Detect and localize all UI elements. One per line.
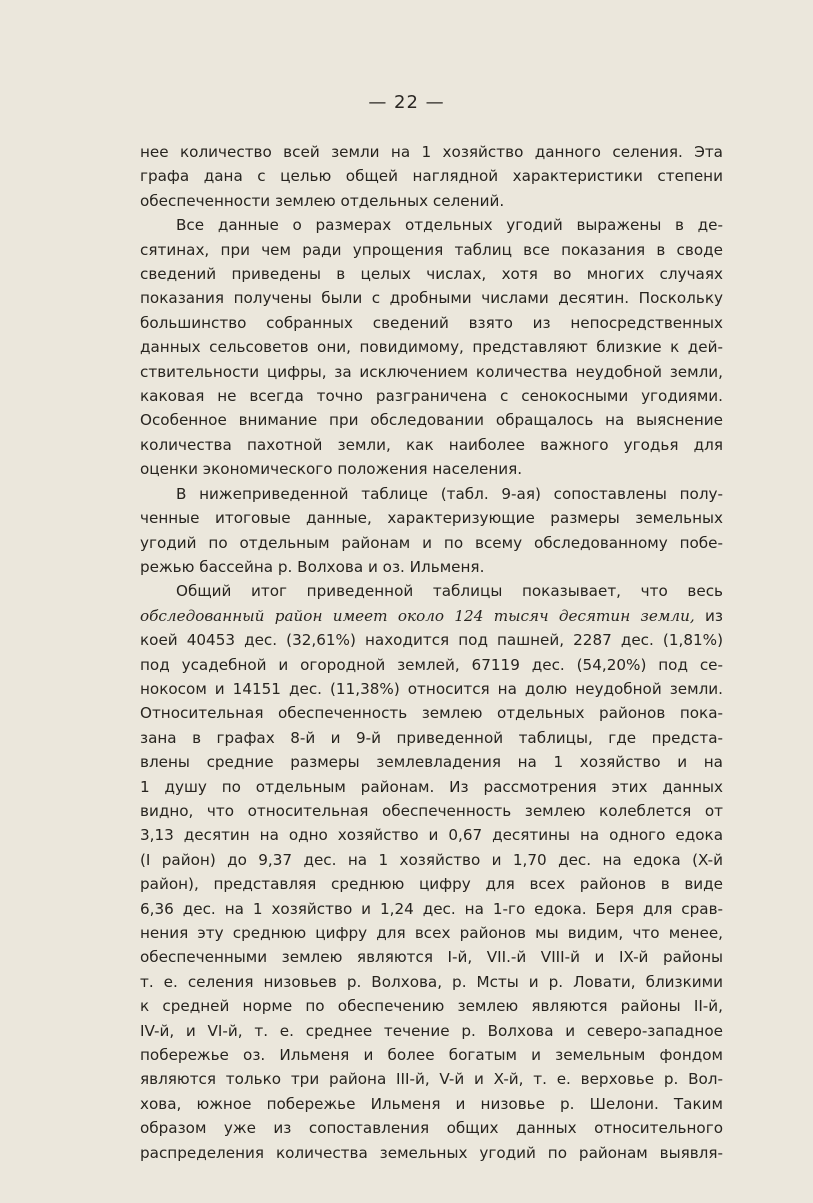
text-line: IV-й, и VI-й, т. е. среднее течение р. Волхова и северо-западное [140, 1021, 723, 1040]
text-line: ченные итоговые данные, характеризующие размеры земельных [140, 509, 723, 528]
text-line: нокосом и 14151 дес. (11,38%) относится на долю неудобной земли. [140, 679, 723, 698]
text-line: угодий по отдельным районам и по всему обследованному побе- [140, 533, 723, 552]
text-line: В нижеприведенной таблице (табл. 9-ая) сопоставлены полу- [176, 484, 723, 503]
text-line: большинство собранных сведений взято из непосредственных [140, 313, 723, 332]
text-line: к средней норме по обеспечению землею являются районы II-й, [140, 997, 723, 1016]
text-line: количества пахотной земли, как наиболее важного угодья для [140, 435, 723, 454]
text-line: район), представляя среднюю цифру для всех районов в виде [140, 875, 723, 894]
text-line: показания получены были с дробными числами десятин. Поскольку [140, 289, 723, 308]
text-line: Общий итог приведенной таблицы показывает, что весь [176, 582, 723, 601]
paragraph-2 [140, 213, 723, 481]
page-number: — 22 — [368, 92, 445, 113]
text-line: сятинах, при чем ради упрощения таблиц все показания в своде [140, 240, 723, 259]
text-line: сведений приведены в целых числах, хотя во многих случаях [140, 265, 723, 284]
text-line: Относительная обеспеченность землею отдельных районов пока- [140, 704, 723, 723]
text-line: (I район) до 9,37 дес. на 1 хозяйство и 1,70 дес. на едока (X-й [140, 850, 723, 869]
text-line: режью бассейна р. Волхова и оз. Ильменя. [140, 557, 485, 576]
text-line-italic: обследованный район имеет около 124 тысяч десятин земли, из [140, 606, 723, 625]
text-line: хова, южное побережье Ильменя и низовье р. Шелони. Таким [140, 1094, 723, 1113]
text-line: 6,36 дес. на 1 хозяйство и 1,24 дес. на 1-го едока. Беря для срав- [140, 899, 723, 918]
text-line: ствительности цифры, за исключением количества неудобной земли, [140, 362, 723, 381]
text-line: под усадебной и огородной землей, 67119 дес. (54,20%) под се- [140, 655, 723, 674]
text-line: каковая не всегда точно разграничена с сенокосными угодиями. [140, 387, 723, 406]
text-line: нения эту среднюю цифру для всех районов мы видим, что менее, [140, 924, 723, 942]
text-line: обеспеченными землею являются I-й, VII.-й VIII-й и IX-й районы [140, 948, 723, 967]
text-line: являются только три района III-й, V-й и X-й, т. е. верховье р. Вол- [140, 1070, 723, 1089]
text-line: распределения количества земельных угодий по районам выявля- [140, 1143, 723, 1162]
text-line: побережье оз. Ильменя и более богатым и земельным фондом [140, 1046, 723, 1065]
paragraph-3 [140, 482, 723, 580]
text-line: нее количество всей земли на 1 хозяйство данного селения. Эта [140, 143, 723, 161]
body-text [140, 140, 723, 1165]
paragraph-1 [140, 140, 723, 213]
text-line: Все данные о размерах отдельных угодий выражены в де- [176, 216, 723, 235]
text-line: 1 душу по отдельным районам. Из рассмотрения этих данных [140, 777, 723, 796]
text-line: данных сельсоветов они, повидимому, представляют близкие к дей- [140, 338, 723, 357]
text-line: оценки экономического положения населения. [140, 460, 523, 479]
text-line: коей 40453 дес. (32,61%) находится под пашней, 2287 дес. (1,81%) [140, 631, 723, 650]
text-line: зана в графах 8-й и 9-й приведенной таблицы, где предста- [140, 728, 723, 747]
text-line: т. е. селения низовьев р. Волхова, р. Мсты и р. Ловати, близкими [140, 972, 723, 991]
text-line: обеспеченности землею отдельных селений. [140, 191, 505, 210]
text-line: Особенное внимание при обследовании обращалось на выяснение [140, 411, 723, 430]
text-line: видно, что относительная обеспеченность землею колеблется от [140, 801, 723, 820]
text-line: графа дана с целью общей наглядной характеристики степени [140, 167, 723, 186]
text-line: 3,13 десятин на одно хозяйство и 0,67 десятины на одного едока [140, 826, 723, 845]
text-line: образом уже из сопоставления общих данных относительного [140, 1119, 723, 1138]
paragraph-4 [140, 579, 723, 1165]
text-line: влены средние размеры землевладения на 1 хозяйство и на [140, 753, 723, 772]
